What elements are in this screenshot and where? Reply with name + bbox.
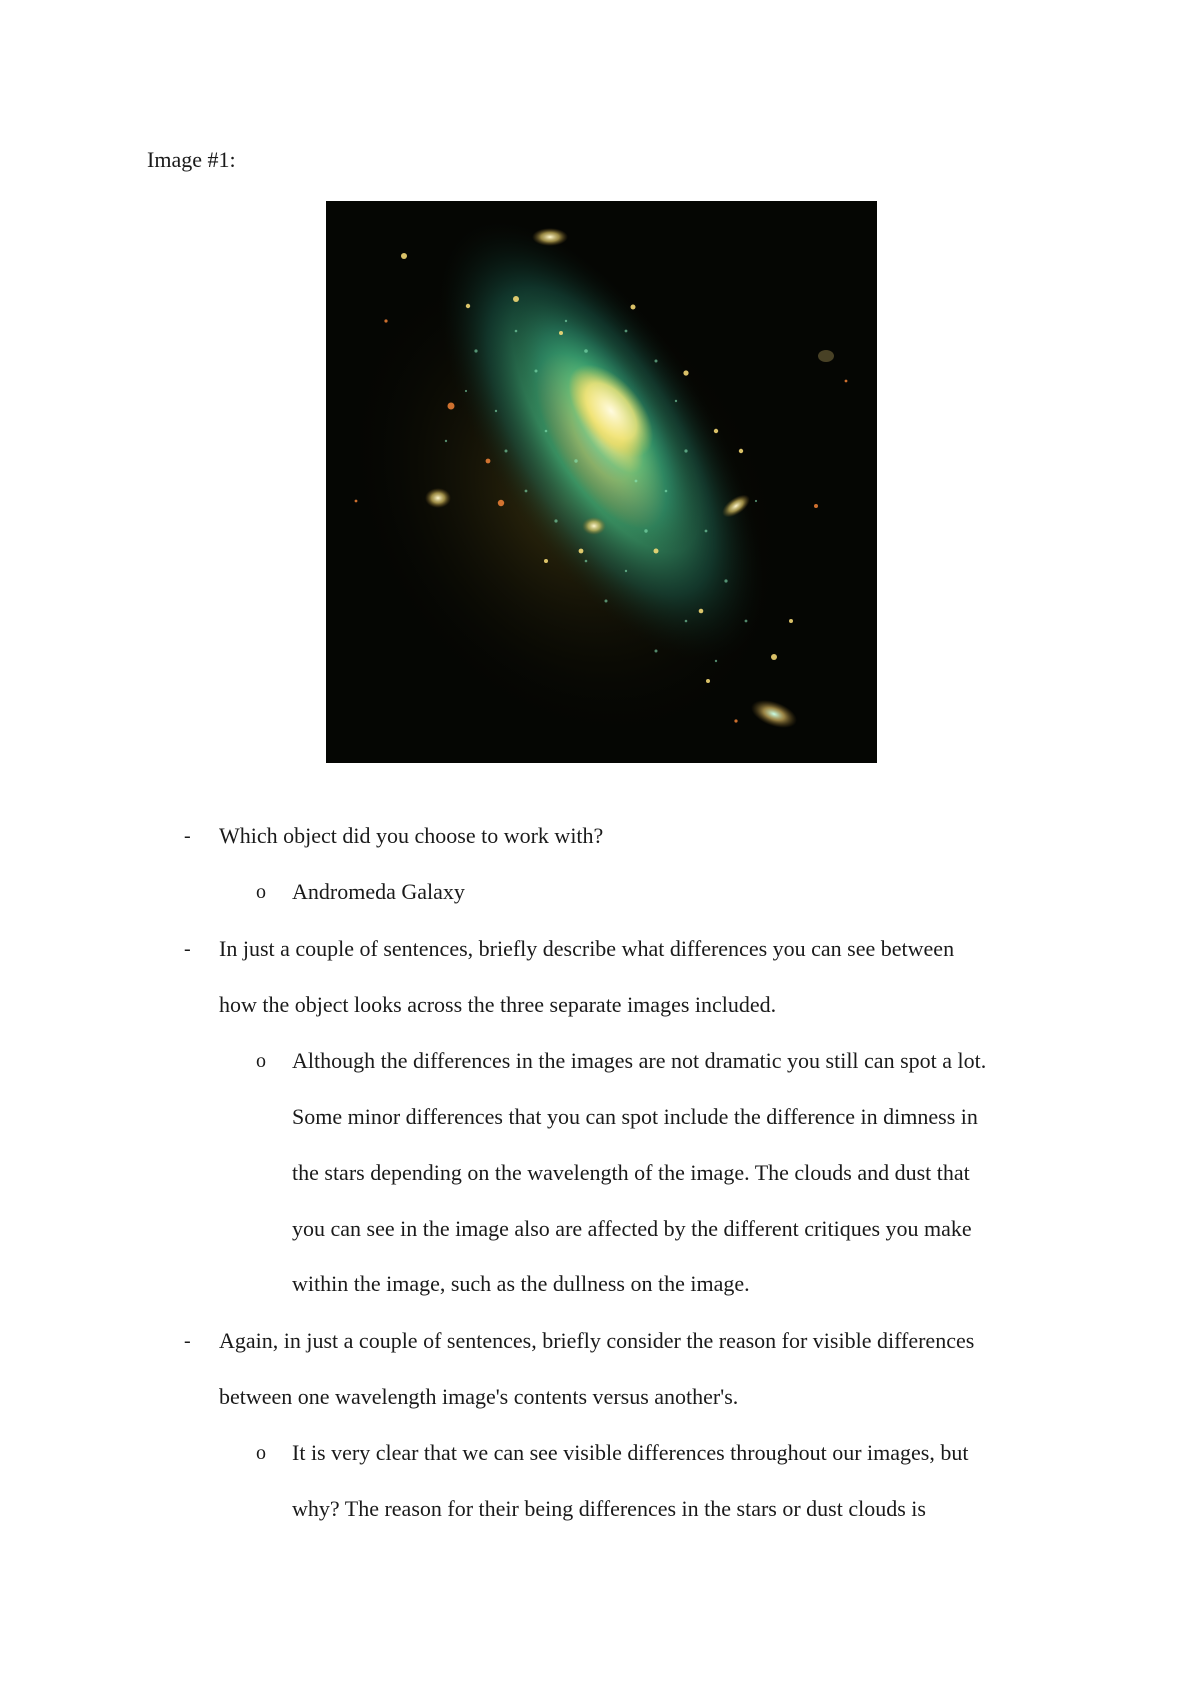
circle-marker: o xyxy=(256,881,266,903)
answer-3-line-2: why? The reason for their being differences in the stars or dust clouds is xyxy=(292,1496,926,1521)
answer-2-line-2: Some minor differences that you can spot include the difference in dimness in xyxy=(292,1104,978,1129)
answer-2-line-5: within the image, such as the dullness on the image. xyxy=(292,1271,750,1296)
answer-1: Andromeda Galaxy xyxy=(292,879,465,904)
question-2-line-1: In just a couple of sentences, briefly describe what differences you can see between xyxy=(219,936,955,961)
circle-marker: o xyxy=(256,1442,266,1464)
dash-marker: - xyxy=(184,1330,191,1352)
question-1: Which object did you choose to work with? xyxy=(219,823,604,848)
dash-marker: - xyxy=(184,938,191,960)
question-2-line-2: how the object looks across the three separate images included. xyxy=(219,992,777,1017)
circle-marker: o xyxy=(256,1050,266,1072)
dash-marker: - xyxy=(184,825,191,847)
answer-2-line-3: the stars depending on the wavelength of the image. The clouds and dust that xyxy=(292,1160,970,1185)
answer-3-line-1: It is very clear that we can see visible differences throughout our images, but xyxy=(292,1440,969,1465)
galaxy-illustration xyxy=(326,201,877,763)
image-heading: Image #1: xyxy=(147,147,236,172)
answer-2-line-4: you can see in the image also are affected by the different critiques you make xyxy=(292,1216,972,1241)
galaxy-image xyxy=(326,201,877,763)
question-3-line-1: Again, in just a couple of sentences, briefly consider the reason for visible differences xyxy=(219,1328,975,1353)
question-3-line-2: between one wavelength image's contents versus another's. xyxy=(219,1384,739,1409)
answer-2-line-1: Although the differences in the images are not dramatic you still can spot a lot. xyxy=(292,1048,987,1073)
